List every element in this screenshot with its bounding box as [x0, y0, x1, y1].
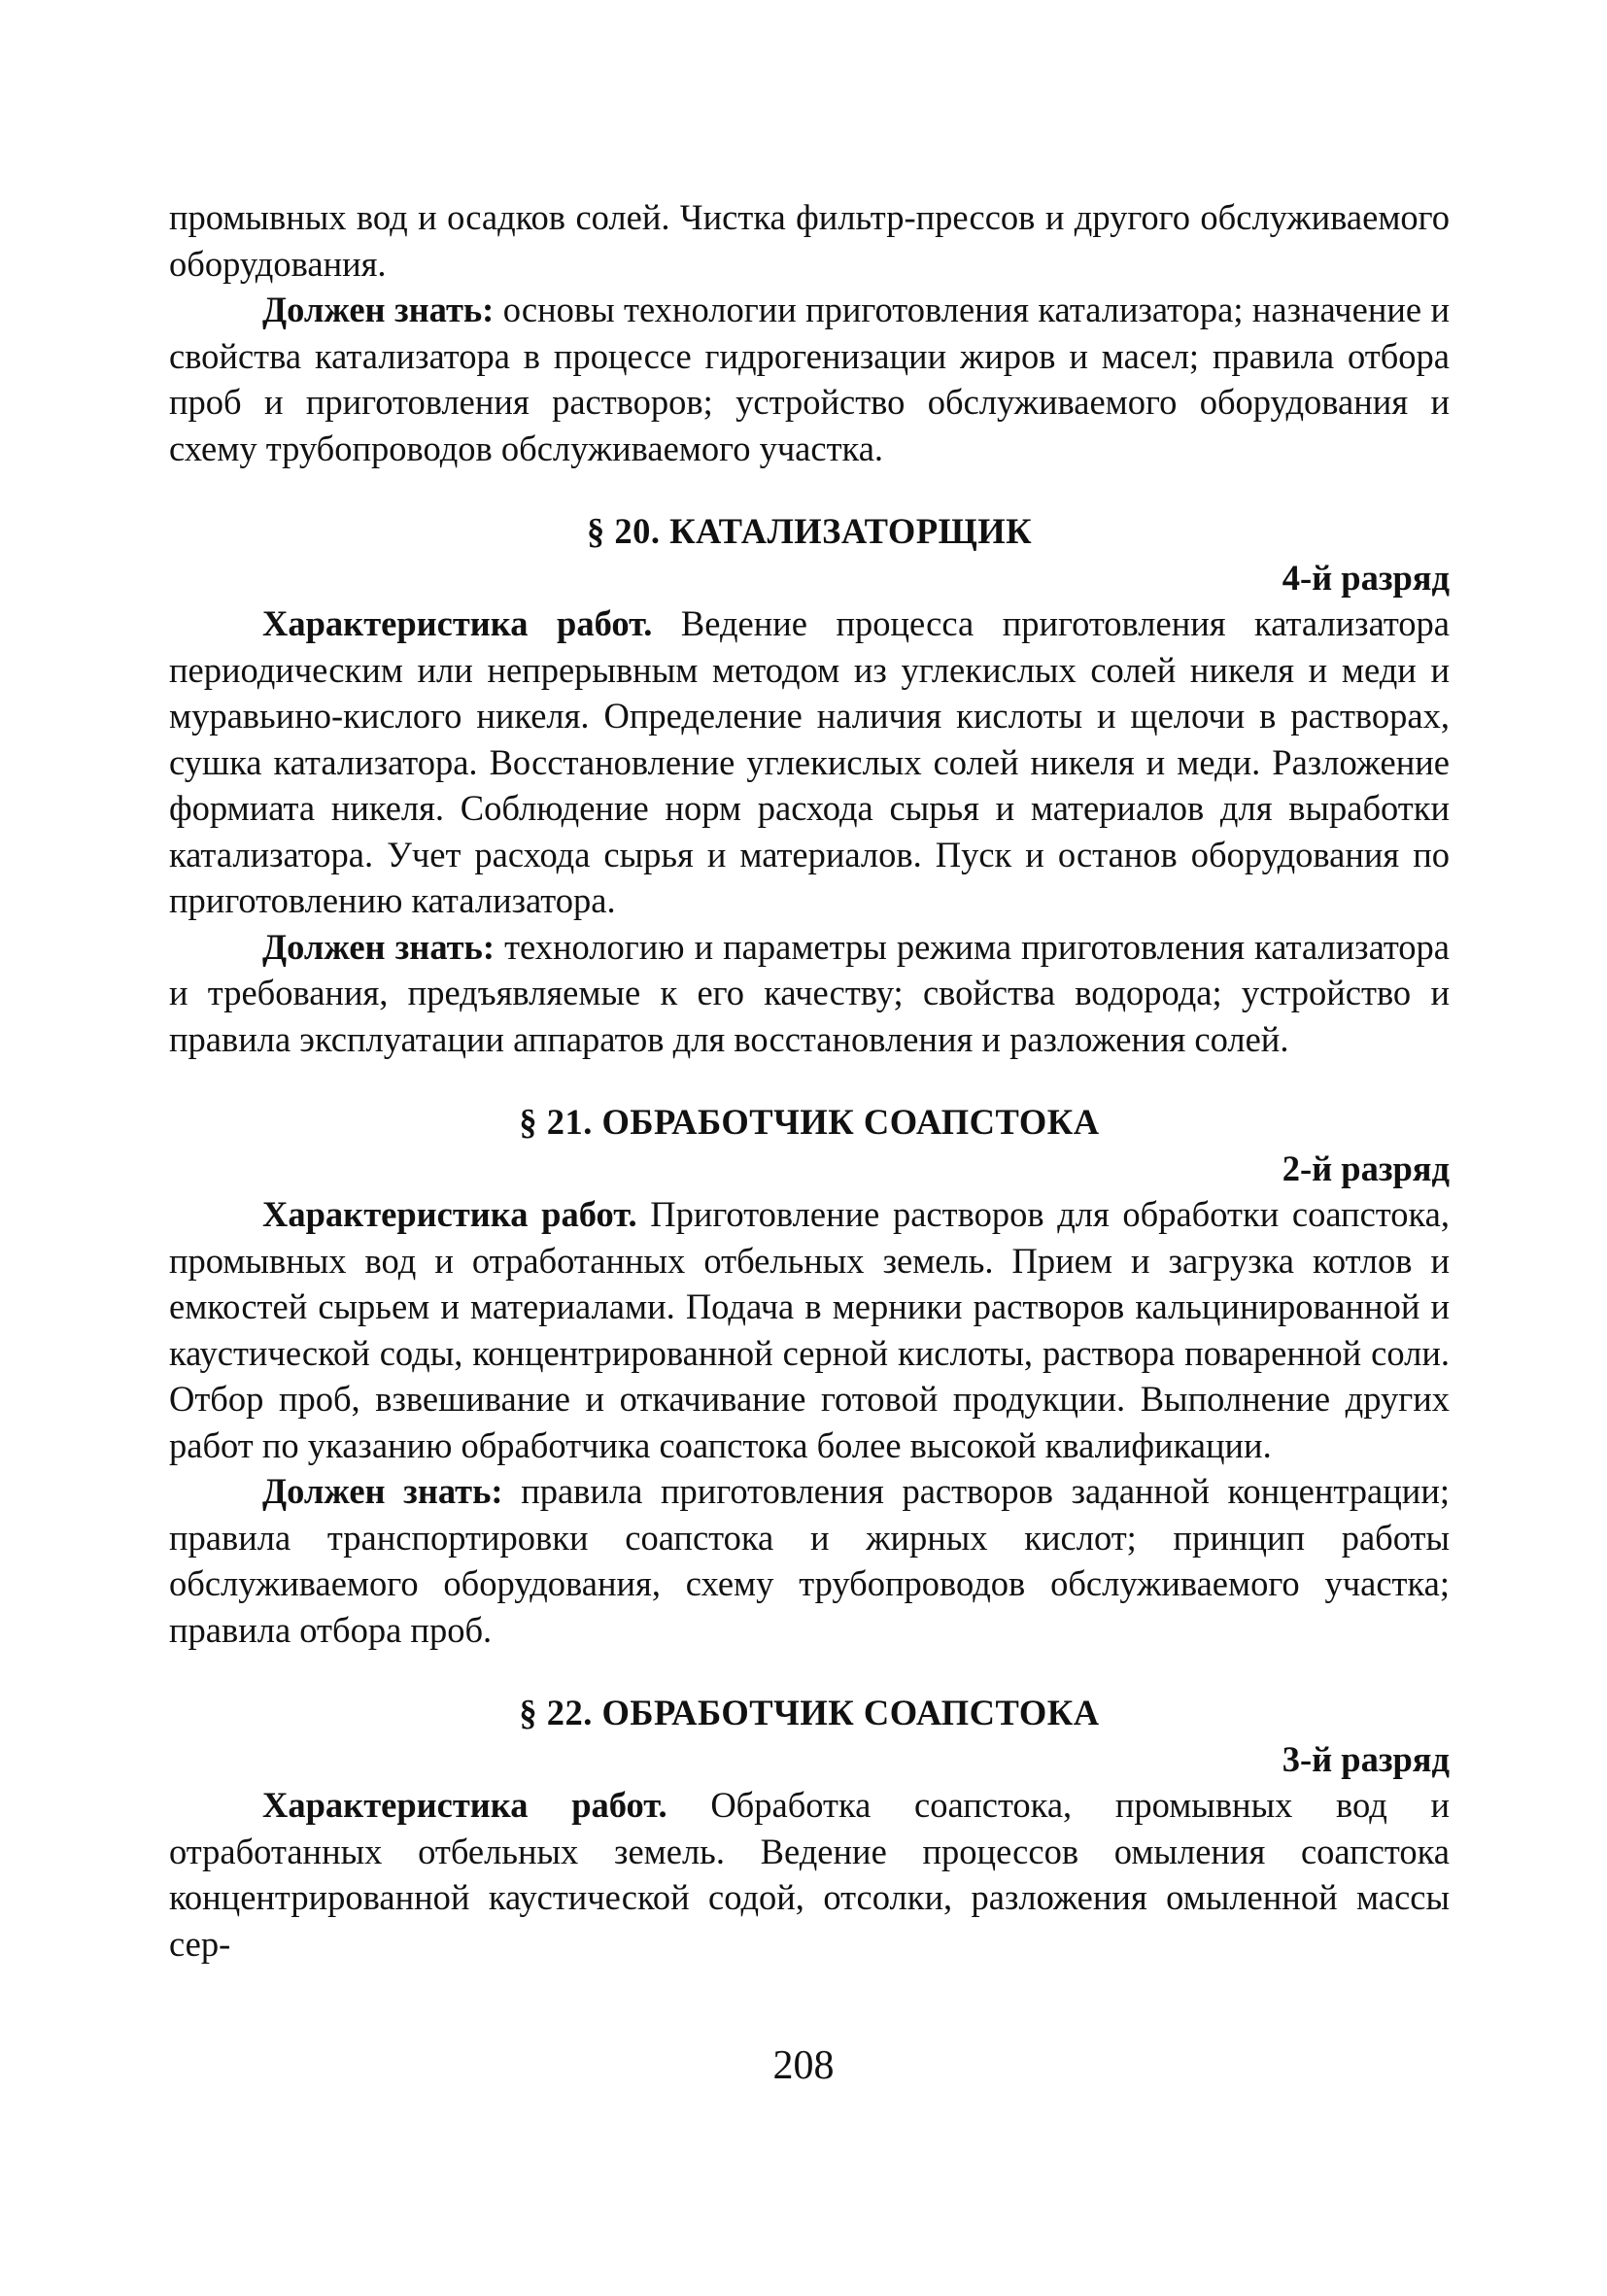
section-20	[169, 508, 1450, 1062]
must-know-text: правила приготовления растворов заданной концентрации; правила транспортировки соапстока и жирных кислот; принцип работы обслуживаемого оборудования, схему трубопроводов обслуживаемого участка; правила отбора проб.	[169, 1471, 1450, 1650]
must-know-lead: Должен знать:	[262, 926, 496, 967]
document-page	[169, 194, 1450, 1967]
section-22	[169, 1690, 1450, 1967]
characteristic-lead: Характеристика работ.	[262, 1194, 637, 1234]
intro-continuation-paragraph: промывных вод и осадков солей. Чистка фильтр-прессов и другого обслуживаемого оборудования.	[169, 197, 1450, 284]
grade-label: 2-й разряд	[1282, 1148, 1450, 1188]
must-know-text: основы технологии приготовления катализатора; назначение и свойства катализатора в процессе гидрогенизации жиров и масел; правила отбора проб и приготовления растворов; устройство обслуживаемого оборудования и схему трубопроводов обслуживаемого участка.	[169, 290, 1451, 468]
characteristic-paragraph	[169, 600, 1450, 924]
section-title: § 21. ОБРАБОТЧИК СОАПСТОКА	[519, 1102, 1100, 1142]
must-know-text: технологию и параметры режима приготовления катализатора и требования, предъявляемые к его качеству; свойства водорода; устройство и правила эксплуатации аппаратов для восстановления и разложения солей.	[169, 926, 1451, 1059]
must-know-paragraph	[169, 924, 1450, 1063]
must-know-lead: Должен знать:	[262, 290, 495, 329]
characteristic-lead: Характеристика работ.	[262, 603, 653, 643]
grade-label: 4-й разряд	[1282, 557, 1450, 598]
section-title: § 20. КАТАЛИЗАТОРЩИК	[586, 511, 1033, 551]
characteristic-text: Ведение процесса приготовления катализатора периодическим или непрерывным методом из углекислых солей никеля и меди и муравьино-кислого никеля. Определение наличия кислоты и щелочи в растворах, сушка катализатора. Восстановление углекислых солей никеля и меди. Разложение формиата никеля. Соблюдение норм расхода сырья и материалов для выработки катализатора. Учет расхода сырья и материалов. Пуск и останов оборудования по приготовлению катализатора.	[169, 603, 1451, 920]
must-know-lead: Должен знать:	[262, 1471, 503, 1511]
section-title: § 22. ОБРАБОТЧИК СОАПСТОКА	[519, 1693, 1100, 1732]
characteristic-text: Приготовление растворов для обработки соапстока, промывных вод и отработанных отбельных земель. Прием и загрузка котлов и емкостей сырьем и материалами. Подача в мерники растворов кальцинированной и каустической соды, концентрированной серной кислоты, раствора поваренной соли. Отбор проб, взвешивание и откачивание готовой продукции. Выполнение других работ по указанию обработчика соапстока более высокой квалификации.	[169, 1194, 1450, 1465]
intro-must-know-paragraph	[169, 287, 1450, 471]
characteristic-paragraph	[169, 1782, 1450, 1967]
characteristic-text: Обработка соапстока, промывных вод и отработанных отбельных земель. Ведение процессов омыления соапстока концентрированной каустической содой, отсолки, разложения омыленной массы сер-	[169, 1785, 1451, 1964]
characteristic-lead: Характеристика работ.	[262, 1785, 667, 1825]
characteristic-paragraph	[169, 1191, 1450, 1468]
page-number: 208	[772, 2043, 835, 2088]
must-know-paragraph	[169, 1468, 1450, 1653]
section-21	[169, 1099, 1450, 1653]
grade-label: 3-й разряд	[1282, 1738, 1450, 1779]
